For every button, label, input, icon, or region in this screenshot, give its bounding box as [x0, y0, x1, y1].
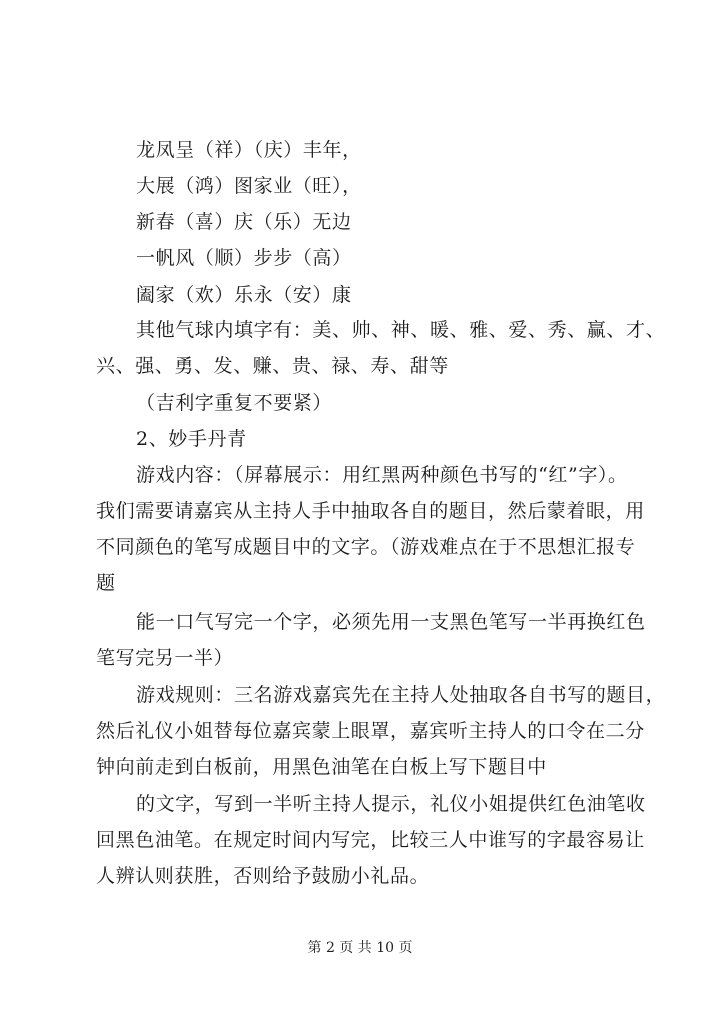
text-line-5: 阖家（欢）乐永（安）康 — [136, 284, 352, 306]
text-line-10: 游戏内容：（屏幕展示：用红黑两种颜色书写的“红”字）。 — [136, 464, 628, 486]
text-line-17: 然后礼仪小姐替每位嘉宾蒙上眼罩，嘉宾听主持人的口令在二分 — [96, 720, 645, 742]
text-line-19: 的文字，写到一半听主持人提示，礼仪小姐提供红色油笔收 — [136, 793, 646, 815]
text-line-20: 回黑色油笔。在规定时间内写完，比较三人中谁写的字最容易让 — [96, 829, 645, 851]
text-line-1: 龙凤呈（祥）（庆）丰年， — [136, 139, 362, 161]
text-line-8: （吉利字重复不要紧） — [136, 392, 333, 414]
text-line-4: 一帆风（顺）步步（高） — [136, 247, 352, 269]
text-line-15: 笔写完另一半） — [96, 647, 234, 669]
text-line-12: 不同颜色的笔写成题目中的文字。（游戏难点在于不思想汇报专 — [96, 536, 636, 558]
text-line-3: 新春（喜）庆（乐）无边 — [136, 211, 352, 233]
text-line-11: 我们需要请嘉宾从主持人手中抽取各自的题目，然后蒙着眼，用 — [96, 500, 645, 522]
text-line-21: 人辨认则获胜，否则给予鼓励小礼品。 — [96, 865, 430, 887]
text-line-2: 大展（鸿）图家业（旺）， — [136, 175, 362, 197]
text-line-14: 能一口气写完一个字，必须先用一支黑色笔写一半再换红色 — [136, 611, 646, 633]
text-line-16: 游戏规则：三名游戏嘉宾先在主持人处抽取各自书写的题目， — [136, 684, 666, 706]
text-line-7: 兴、强、勇、发、赚、贵、禄、寿、甜等 — [96, 355, 449, 377]
page-footer: 第 2 页 共 10 页 — [307, 940, 413, 956]
text-line-6: 其他气球内填字有：美、帅、神、暖、雅、爱、秀、赢、才、 — [136, 319, 666, 341]
text-line-13: 题 — [96, 572, 116, 594]
section-heading: 2、妙手丹青 — [136, 428, 247, 450]
text-line-18: 钟向前走到白板前，用黑色油笔在白板上写下题目中 — [96, 756, 547, 778]
